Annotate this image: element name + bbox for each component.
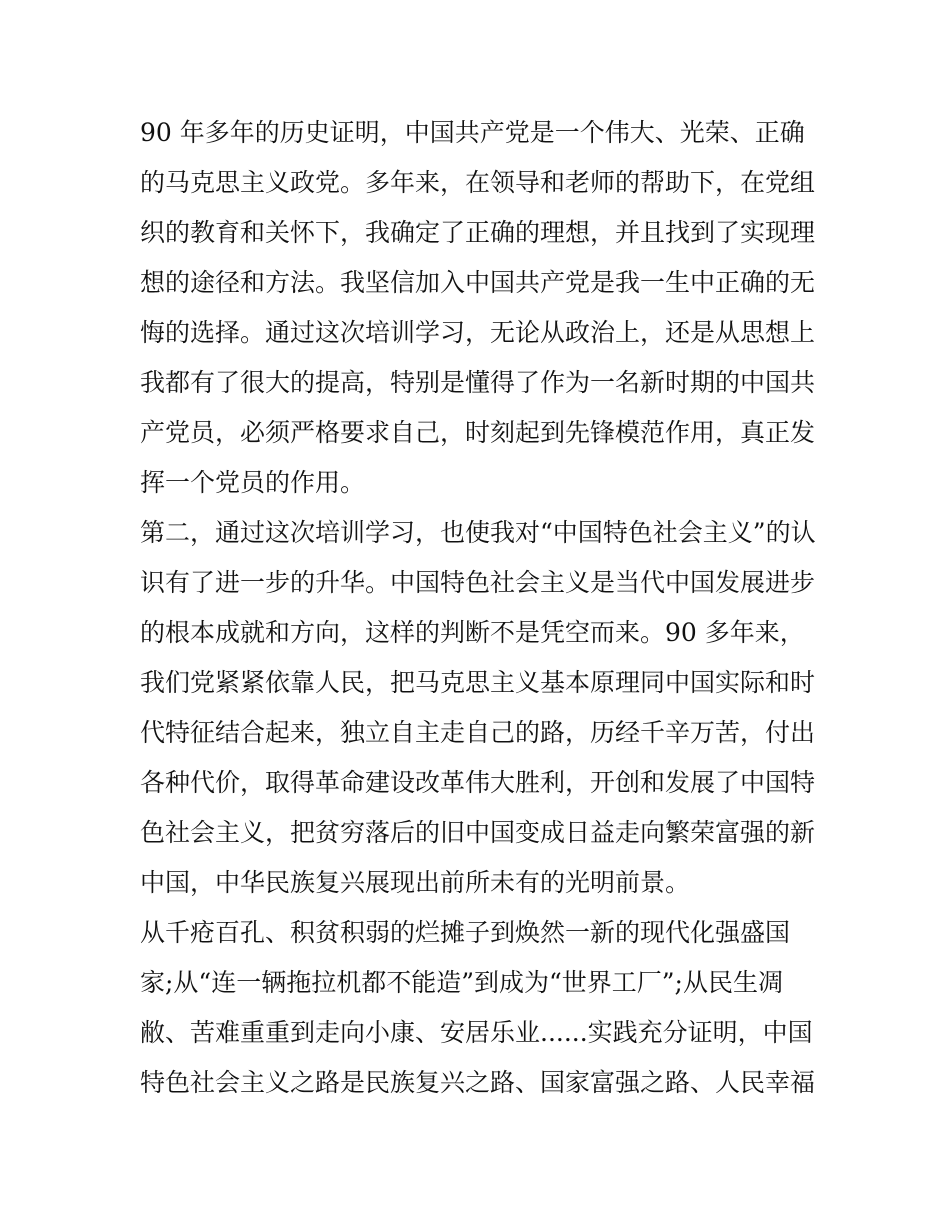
text-line: 挥一个党员的作用。 — [140, 468, 366, 497]
text-line: 悔的选择。通过这次培训学习，无论从政治上，还是从思想上 — [140, 318, 816, 347]
text-line: 识有了进一步的升华。中国特色社会主义是当代中国发展进步 — [140, 568, 816, 597]
text-line: 90 年多年的历史证明，中国共产党是一个伟大、光荣、正确 — [140, 118, 805, 147]
text-line: 产党员，必须严格要求自己，时刻起到先锋模范作用，真正发 — [140, 418, 816, 447]
text-line: 家;从“连一辆拖拉机都不能造”到成为“世界工厂”;从民生凋 — [140, 968, 783, 997]
text-line: 的马克思主义政党。多年来，在领导和老师的帮助下，在党组 — [140, 168, 816, 197]
text-line: 特色社会主义之路是民族复兴之路、国家富强之路、人民幸福 — [140, 1068, 816, 1097]
text-line: 代特征结合起来，独立自主走自己的路，历经千辛万苦，付出 — [140, 718, 816, 747]
text-line: 敝、苦难重重到走向小康、安居乐业......实践充分证明，中国 — [140, 1018, 813, 1047]
body-text — [140, 108, 820, 1108]
text-line: 想的途径和方法。我坚信加入中国共产党是我一生中正确的无 — [140, 268, 816, 297]
text-line: 我们党紧紧依靠人民，把马克思主义基本原理同中国实际和时 — [140, 668, 816, 697]
text-line: 从千疮百孔、积贫积弱的烂摊子到焕然一新的现代化强盛国 — [140, 918, 791, 947]
text-line: 色社会主义，把贫穷落后的旧中国变成日益走向繁荣富强的新 — [140, 818, 816, 847]
text-line: 的根本成就和方向，这样的判断不是凭空而来。90 多年来， — [140, 618, 805, 647]
text-line: 织的教育和关怀下，我确定了正确的理想，并且找到了实现理 — [140, 218, 816, 247]
text-line: 我都有了很大的提高，特别是懂得了作为一名新时期的中国共 — [140, 368, 816, 397]
text-line: 中国，中华民族复兴展现出前所未有的光明前景。 — [140, 868, 691, 897]
text-line: 第二，通过这次培训学习，也使我对“中国特色社会主义”的认 — [140, 518, 816, 547]
text-line: 各种代价，取得革命建设改革伟大胜利，开创和发展了中国特 — [140, 768, 816, 797]
